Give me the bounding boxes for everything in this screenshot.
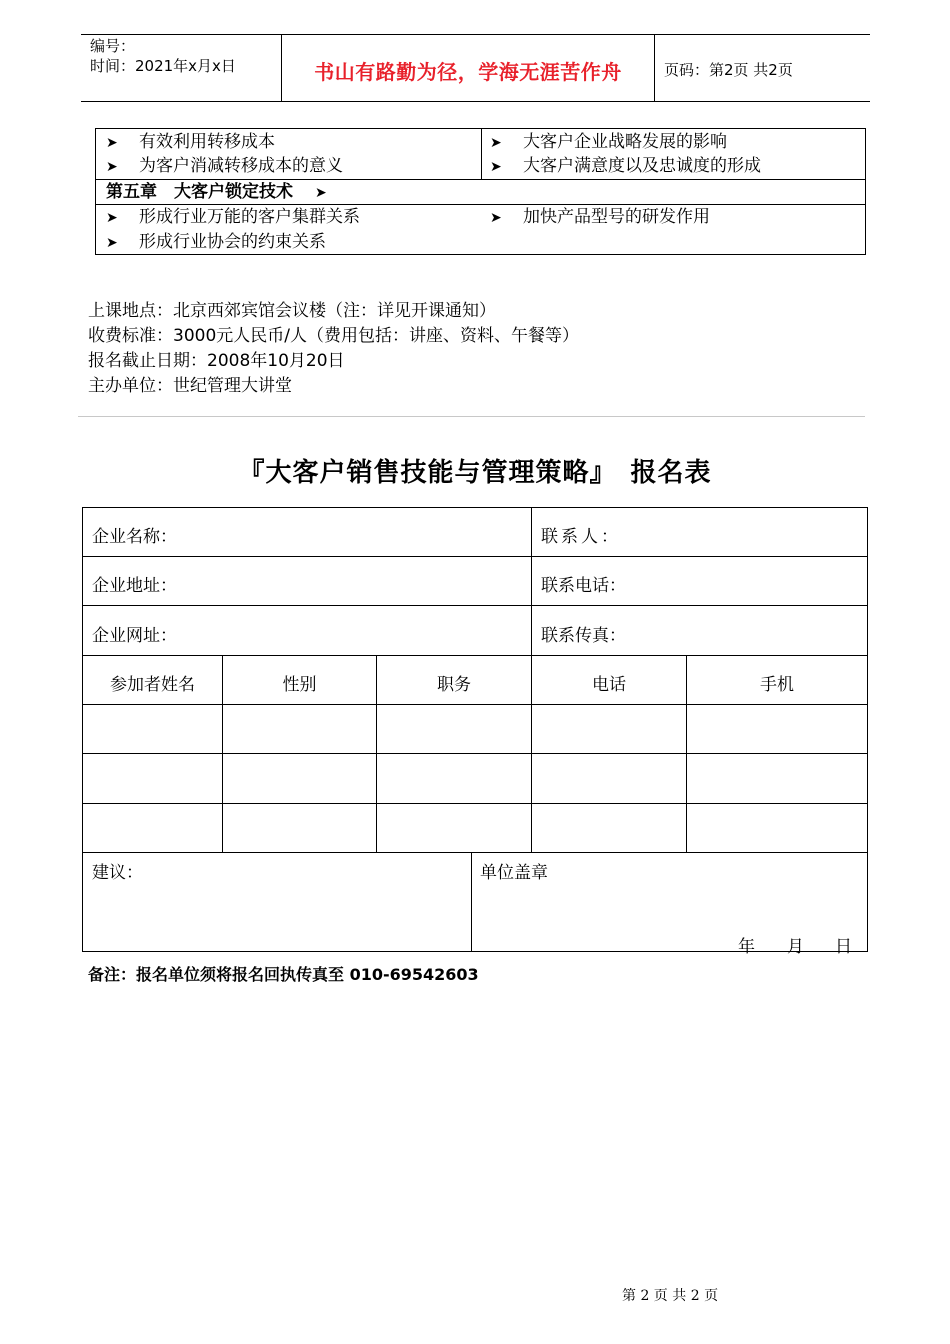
- table-row[interactable]: [83, 705, 867, 753]
- company-address-field[interactable]: 企业地址：: [92, 576, 177, 596]
- table-row[interactable]: [83, 804, 867, 852]
- date-day-label: 日: [835, 937, 852, 957]
- page-footer: 第 2 页 共 2 页: [622, 1288, 719, 1304]
- arrow-bullet-icon: ➤: [490, 159, 502, 175]
- row-divider: [83, 655, 867, 656]
- column-divider: [471, 852, 472, 952]
- organizer: 主办单位：世纪管理大讲堂: [88, 376, 292, 396]
- form-title: 『大客户销售技能与管理策略』 报名表: [238, 458, 712, 488]
- motto: 书山有路勤为径，学海无涯苦作舟: [314, 60, 622, 84]
- section-separator: [78, 416, 865, 417]
- column-divider: [531, 508, 532, 655]
- contact-person-field[interactable]: 联系人：: [541, 527, 621, 547]
- row-divider: [83, 605, 867, 606]
- registration-deadline: 报名截止日期：2008年10月20日: [88, 351, 345, 371]
- column-header-gender: 性别: [282, 675, 317, 695]
- chapter-heading: 第五章 大客户锁定技术 ➤: [106, 182, 327, 202]
- arrow-bullet-icon: ➤: [490, 135, 502, 151]
- header-meta: [90, 36, 236, 76]
- arrow-bullet-icon: ➤: [106, 210, 118, 226]
- row-divider: [96, 204, 865, 205]
- list-item: ➤ 加快产品型号的研发作用: [490, 207, 710, 227]
- arrow-bullet-icon: ➤: [106, 135, 118, 151]
- seal-label: 单位盖章: [480, 863, 548, 883]
- header-top-rule: [81, 34, 870, 35]
- page-info: 页码：第2页 共2页: [664, 61, 793, 79]
- arrow-bullet-icon: ➤: [490, 210, 502, 226]
- column-header-mobile: 手机: [760, 675, 794, 695]
- date-year-label: 年: [738, 937, 755, 957]
- arrow-bullet-icon: ➤: [106, 159, 118, 175]
- company-website-field[interactable]: 企业网址：: [92, 626, 177, 646]
- list-item: ➤ 大客户满意度以及忠诚度的形成: [490, 156, 761, 176]
- column-divider: [481, 129, 482, 179]
- fax-note: 备注：报名单位须将报名回执传真至 010-69542603: [88, 965, 479, 984]
- date-month-label: 月: [787, 937, 804, 957]
- row-divider: [83, 556, 867, 557]
- company-name-field[interactable]: 企业名称：: [92, 527, 177, 547]
- list-item: ➤ 形成行业万能的客户集群关系: [106, 207, 360, 227]
- course-fee: 收费标准：3000元人民币/人（费用包括：讲座、资料、午餐等）: [88, 326, 579, 346]
- column-header-phone: 电话: [592, 675, 626, 695]
- row-divider: [83, 852, 867, 853]
- header-bottom-rule: [81, 101, 870, 102]
- course-location: 上课地点：北京西郊宾馆会议楼（注：详见开课通知）: [88, 301, 496, 321]
- header-divider: [654, 34, 655, 102]
- course-outline-table: [95, 128, 866, 255]
- time-label: 时间：2021年x月x日: [90, 57, 236, 75]
- list-item: ➤ 有效利用转移成本: [106, 132, 275, 152]
- number-label: 编号：: [90, 37, 136, 55]
- list-item: ➤ 形成行业协会的约束关系: [106, 232, 326, 252]
- arrow-bullet-icon: ➤: [315, 185, 327, 201]
- list-item: ➤ 大客户企业战略发展的影响: [490, 132, 727, 152]
- suggestion-field[interactable]: 建议：: [92, 863, 143, 883]
- arrow-bullet-icon: ➤: [106, 235, 118, 251]
- contact-phone-field[interactable]: 联系电话：: [541, 576, 626, 596]
- column-header-position: 职务: [437, 675, 471, 695]
- contact-fax-field[interactable]: 联系传真：: [541, 626, 626, 646]
- table-row[interactable]: [83, 754, 867, 803]
- row-divider: [96, 179, 865, 180]
- column-header-name: 参加者姓名: [110, 675, 195, 695]
- registration-form: [82, 507, 868, 957]
- list-item: ➤ 为客户消减转移成本的意义: [106, 156, 343, 176]
